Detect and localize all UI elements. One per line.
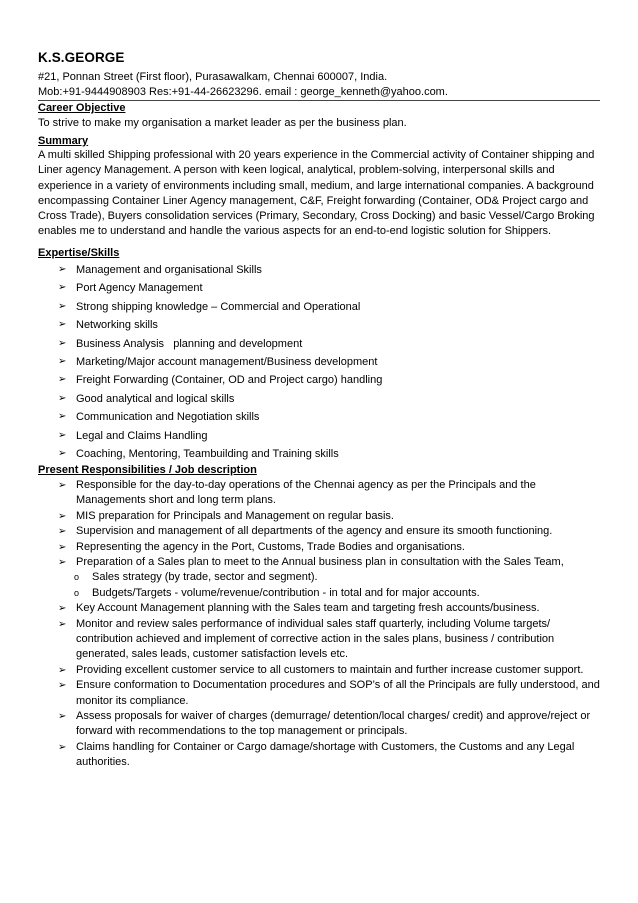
arrow-bullet-icon: ➢ [58, 510, 67, 522]
list-item: o Budgets/Targets - volume/revenue/contribution - in total and for major accounts. [74, 586, 600, 601]
arrow-bullet-icon: ➢ [58, 526, 67, 538]
list-item: ➢ Ensure conformation to Documentation procedures and SOP’s of all the Principals are fully understood, and monitor its compliance. [58, 678, 600, 709]
arrow-bullet-icon: ➢ [58, 556, 67, 568]
list-item: ➢ Port Agency Management [58, 279, 600, 297]
list-item: ➢ Monitor and review sales performance of individual sales staff quarterly, including Volume targets/ contribution achieved and implement of corrective action in the sales plans, business / contribution generated, sales leads, customer satisfaction levels etc. [58, 617, 600, 663]
list-item: ➢ Coaching, Mentoring, Teambuilding and Training skills [58, 445, 600, 463]
address-line: #21, Ponnan Street (First floor), Purasawalkam, Chennai 600007, India. [38, 71, 388, 83]
arrow-bullet-icon: ➢ [58, 479, 67, 491]
career-objective-heading: Career Objective [38, 102, 126, 114]
list-item: ➢ Key Account Management planning with the Sales team and targeting fresh accounts/business. [58, 601, 600, 616]
list-item: ➢ Good analytical and logical skills [58, 390, 600, 408]
arrow-bullet-icon: ➢ [58, 374, 67, 386]
list-item: ➢ Claims handling for Container or Cargo damage/shortage with Customers, the Customs and any Legal authorities. [58, 740, 600, 771]
list-item: ➢ Representing the agency in the Port, Customs, Trade Bodies and organisations. [58, 540, 600, 555]
list-item: ➢ Supervision and management of all departments of the agency and ensure its smooth functioning. [58, 524, 600, 539]
responsibilities-heading: Present Responsibilities / Job description [38, 464, 257, 477]
arrow-bullet-icon: ➢ [58, 300, 67, 312]
expertise-list [38, 261, 600, 463]
arrow-bullet-icon: ➢ [58, 392, 67, 404]
circle-bullet-icon: o [74, 572, 80, 583]
arrow-bullet-icon: ➢ [58, 429, 67, 441]
list-item: ➢ Assess proposals for waiver of charges (demurrage/ detention/local charges/ credit) and approve/reject or forward with recommendations to the top management or principals. [58, 709, 600, 740]
arrow-bullet-icon: ➢ [58, 337, 67, 349]
list-item: ➢ Legal and Claims Handling [58, 427, 600, 445]
arrow-bullet-icon: ➢ [58, 541, 67, 553]
arrow-bullet-icon: ➢ [58, 664, 67, 676]
list-item: o Sales strategy (by trade, sector and segment). [74, 570, 600, 585]
arrow-bullet-icon: ➢ [58, 710, 67, 722]
arrow-bullet-icon: ➢ [58, 603, 67, 615]
arrow-bullet-icon: ➢ [58, 618, 67, 630]
contact-line: Mob:+91-9444908903 Res:+91-44-26623296. email : george_kenneth@yahoo.com. [38, 85, 448, 98]
list-item: ➢ Networking skills [58, 316, 600, 334]
arrow-bullet-icon: ➢ [58, 319, 67, 331]
list-item: ➢ Providing excellent customer service to all customers to maintain and further increase customer support. [58, 663, 600, 678]
sales-plan-sublist [38, 570, 600, 601]
summary-text: A multi skilled Shipping professional with 20 years experience in the Commercial activity of Container shipping and Liner agency Management. A person with keen logical, analytical, problem-solving, interpersonal skills and experience in a variety of environments including small, medium, and large international companies. A background encompassing Container Liner Agency management, C&F, Freight forwarding (Container, OD& Project cargo and Cross Trade), Buyers consolidation services (Primary, Secondary, Cross Docking) and basic Vessel/Cargo Broking enables me to understand and handle the various aspects for an end-to-end logistic solution for Shippers. [38, 149, 595, 238]
career-objective-text: To strive to make my organisation a market leader as per the business plan. [38, 116, 407, 129]
circle-bullet-icon: o [74, 587, 80, 598]
list-item: ➢ Strong shipping knowledge – Commercial and Operational [58, 298, 600, 316]
responsibilities-list-continued [38, 601, 600, 770]
arrow-bullet-icon: ➢ [58, 680, 67, 692]
arrow-bullet-icon: ➢ [58, 447, 67, 459]
expertise-heading: Expertise/Skills [38, 247, 120, 260]
list-item: ➢ Marketing/Major account management/Business development [58, 353, 600, 371]
arrow-bullet-icon: ➢ [58, 355, 67, 367]
list-item: ➢ Management and organisational Skills [58, 261, 600, 279]
arrow-bullet-icon: ➢ [58, 263, 67, 275]
list-item: ➢ Freight Forwarding (Container, OD and Project cargo) handling [58, 371, 600, 389]
list-item: ➢ MIS preparation for Principals and Management on regular basis. [58, 509, 600, 524]
resume-page [38, 50, 600, 771]
list-item: ➢ Responsible for the day-to-day operations of the Chennai agency as per the Principals and the Managements short and long term plans. [58, 478, 600, 509]
list-item: ➢ Preparation of a Sales plan to meet to the Annual business plan in consultation with the Sales Team, [58, 555, 600, 570]
candidate-name: K.S.GEORGE [38, 50, 125, 65]
summary-heading: Summary [38, 134, 89, 147]
arrow-bullet-icon: ➢ [58, 282, 67, 294]
list-item: ➢ Business Analysis planning and development [58, 335, 600, 353]
arrow-bullet-icon: ➢ [58, 411, 67, 423]
arrow-bullet-icon: ➢ [58, 741, 67, 753]
list-item: ➢ Communication and Negotiation skills [58, 408, 600, 426]
responsibilities-list [38, 478, 600, 570]
